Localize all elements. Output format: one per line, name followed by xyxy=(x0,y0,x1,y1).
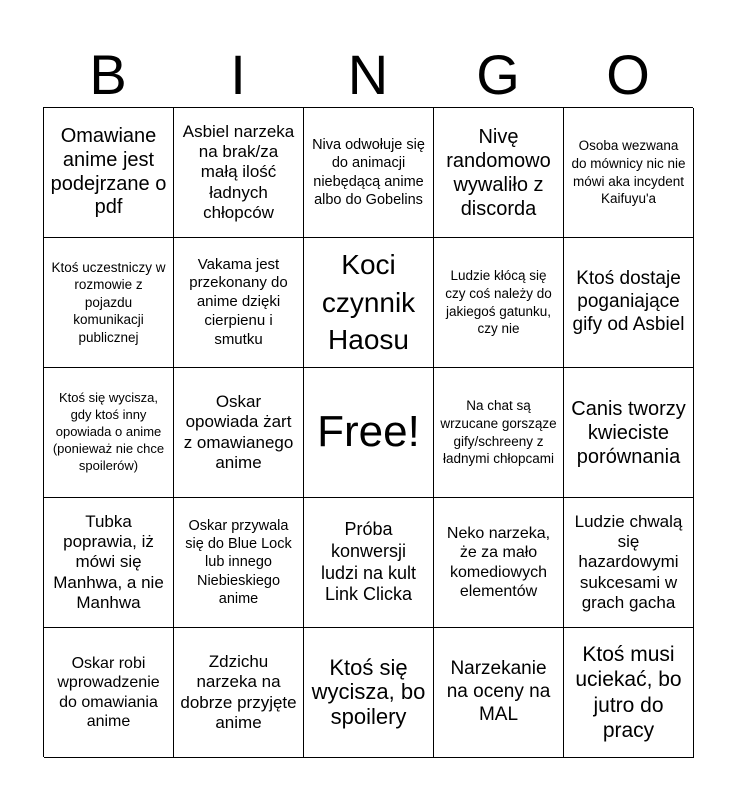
bingo-cell[interactable] xyxy=(434,108,564,238)
cell-text: Narzekanie na oceny na MAL xyxy=(446,658,551,725)
bingo-cell[interactable] xyxy=(44,368,174,498)
bingo-cell[interactable] xyxy=(564,108,694,238)
bingo-grid xyxy=(43,107,693,757)
cell-text: Zdzichu narzeka na dobrze przyjęte anime xyxy=(180,651,297,732)
header-letter-o: O xyxy=(606,43,650,106)
cell-text: Ktoś się wycisza, bo spoilery xyxy=(311,654,426,729)
header-letter-i: I xyxy=(230,43,246,106)
cell-text: Canis tworzy kwieciste porównania xyxy=(571,397,686,468)
bingo-cell[interactable] xyxy=(304,368,434,498)
bingo-cell[interactable] xyxy=(304,628,434,758)
bingo-cell[interactable] xyxy=(44,628,174,758)
bingo-cell[interactable] xyxy=(44,238,174,368)
cell-text: Próba konwersji ludzi na kult Link Clicka xyxy=(320,519,417,605)
cell-text: Ktoś dostaje poganiające gify od Asbiel xyxy=(572,268,685,335)
cell-text: Ludzie kłócą się czy coś należy do jakiegoś gatunku, czy nie xyxy=(445,268,552,337)
cell-text: Ludzie chwalą się hazardowymi sukcesami w grach gacha xyxy=(574,511,683,613)
cell-text: Omawiane anime jest podejrzane o pdf xyxy=(50,125,167,219)
bingo-cell[interactable] xyxy=(304,498,434,628)
cell-text: Koci czynnik Haosu xyxy=(321,248,416,356)
bingo-cell[interactable] xyxy=(304,238,434,368)
bingo-cell[interactable] xyxy=(44,498,174,628)
cell-text: Oskar opowiada żart z omawianego anime xyxy=(183,391,294,472)
cell-text: Ktoś się wycisza, gdy ktoś inny opowiada o anime (ponieważ nie chce spoilerów) xyxy=(52,390,165,473)
bingo-cell[interactable] xyxy=(564,238,694,368)
bingo-cell[interactable] xyxy=(174,498,304,628)
bingo-cell[interactable] xyxy=(44,108,174,238)
bingo-cell[interactable] xyxy=(434,368,564,498)
bingo-cell[interactable] xyxy=(174,238,304,368)
cell-text: Asbiel narzeka na brak/za małą ilość ładnych chłopców xyxy=(182,121,295,223)
cell-text: Oskar przywala się do Blue Lock lub innego Niebieskiego anime xyxy=(185,518,292,607)
bingo-header xyxy=(43,40,693,110)
cell-text: Tubka poprawia, iż mówi się Manhwa, a nie Manhwa xyxy=(53,511,164,613)
bingo-cell[interactable] xyxy=(434,498,564,628)
cell-text: Neko narzeka, że za mało komediowych elementów xyxy=(446,525,551,600)
free-space: Free! xyxy=(317,407,420,457)
cell-text: Vakama jest przekonany do anime dzięki cierpienu i smutku xyxy=(189,255,288,348)
bingo-cell[interactable] xyxy=(434,628,564,758)
bingo-cell[interactable] xyxy=(174,628,304,758)
bingo-cell[interactable] xyxy=(304,108,434,238)
cell-text: Oskar robi wprowadzenie do omawiania anime xyxy=(57,655,160,730)
bingo-cell[interactable] xyxy=(564,498,694,628)
header-letter-g: G xyxy=(476,43,520,106)
cell-text: Niva odwołuje się do animacji niebędącą anime albo do Gobelins xyxy=(312,137,425,208)
cell-text: Osoba wezwana do mównicy nic nie mówi aka incydent Kaifuyu'a xyxy=(571,138,686,207)
cell-text: Na chat są wrzucane gorsząze gify/schreeny z ładnymi chłopcami xyxy=(440,398,557,467)
bingo-cell[interactable] xyxy=(174,108,304,238)
bingo-cell[interactable] xyxy=(174,368,304,498)
cell-text: Ktoś uczestniczy w rozmowie z pojazdu komunikacji publicznej xyxy=(51,259,166,345)
header-letter-b: B xyxy=(89,43,127,106)
header-letter-n: N xyxy=(347,43,389,106)
bingo-cell[interactable] xyxy=(434,238,564,368)
cell-text: Ktoś musi uciekać, bo jutro do pracy xyxy=(575,643,682,742)
cell-text: Nivę randomowo wywaliło z discorda xyxy=(446,125,551,220)
bingo-cell[interactable] xyxy=(564,628,694,758)
bingo-cell[interactable] xyxy=(564,368,694,498)
